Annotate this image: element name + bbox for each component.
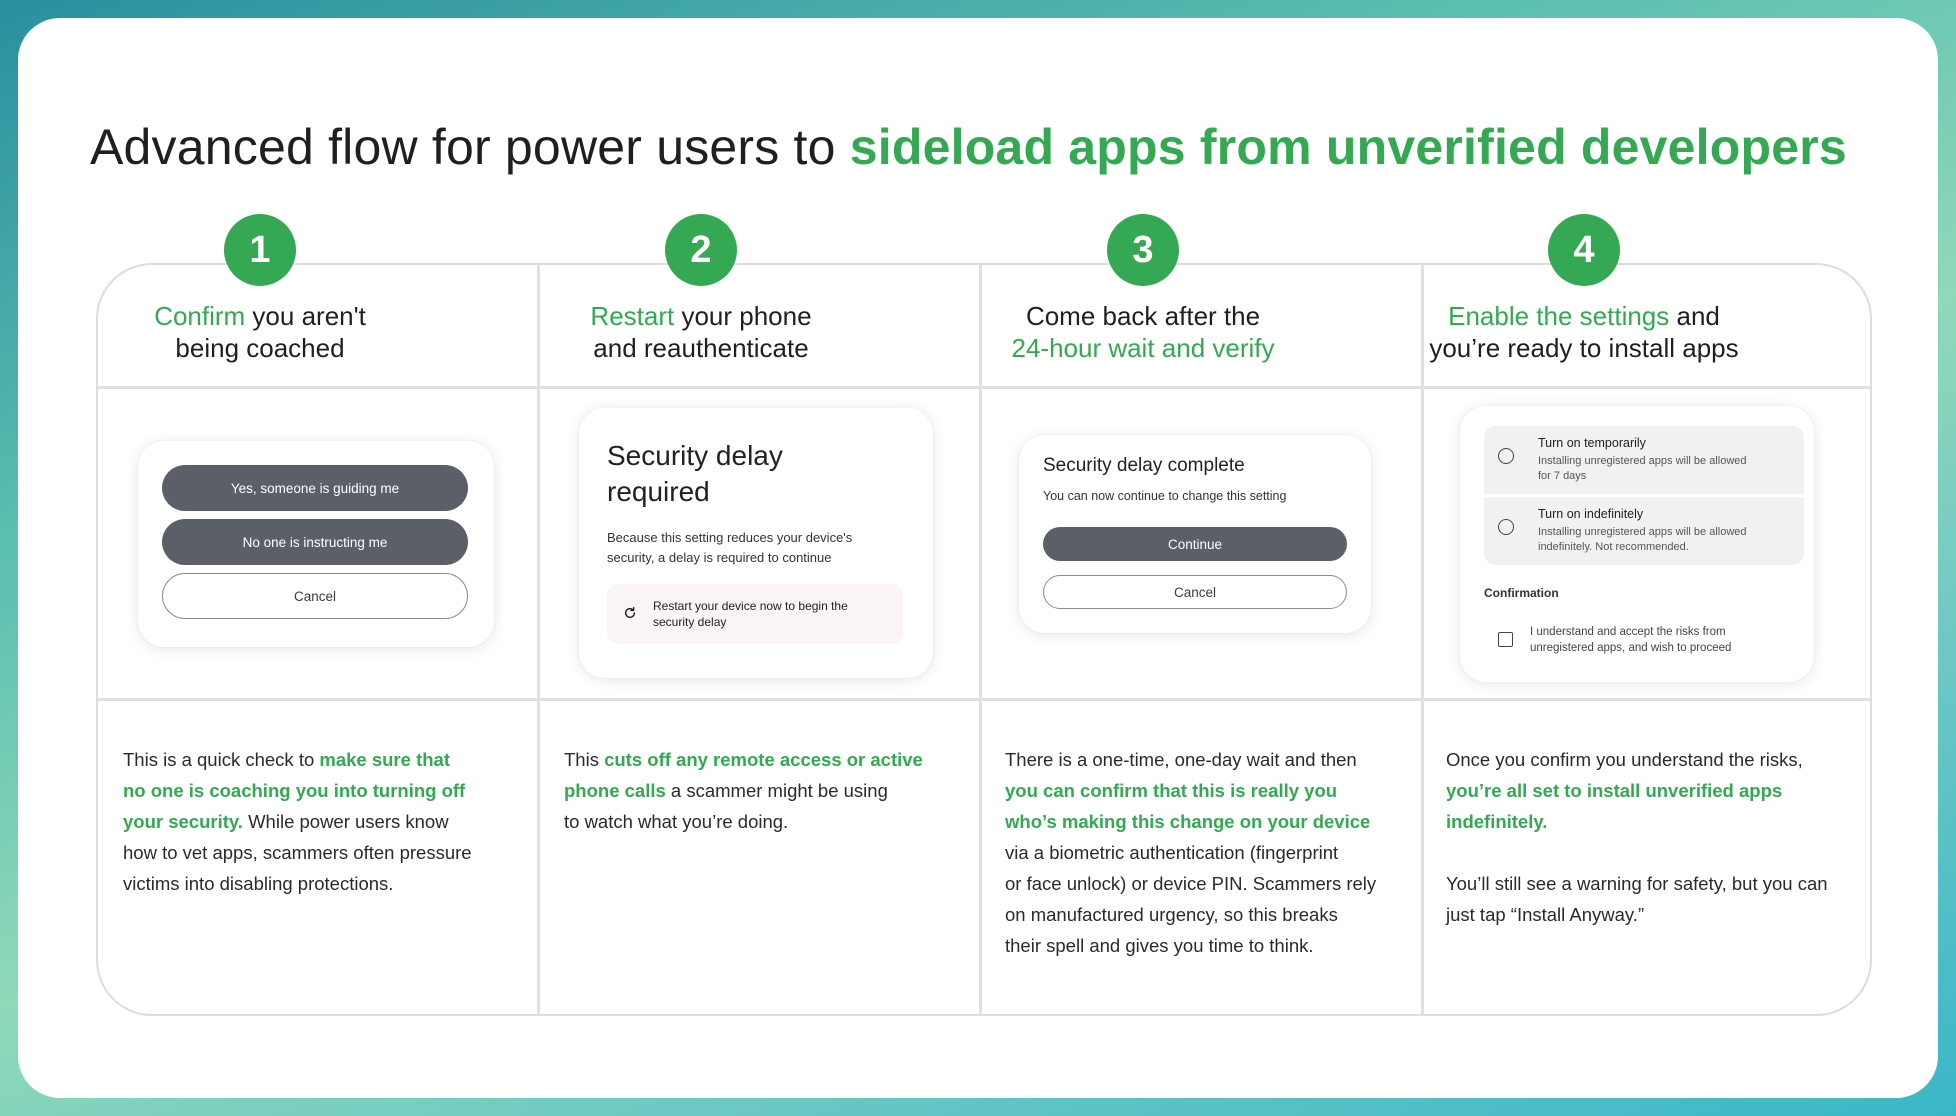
divider: [979, 265, 982, 1014]
option-title: Turn on indefinitely: [1538, 507, 1644, 521]
dialog-title: [607, 438, 783, 510]
option-turn-on-temporarily[interactable]: [1484, 426, 1804, 494]
desc-highlight: cuts off any remote access or active: [604, 749, 923, 770]
checkbox-text-line: I understand and accept the risks from: [1530, 626, 1726, 638]
install-settings-dialog: [1460, 406, 1814, 682]
desc-text: victims into disabling protections.: [123, 873, 394, 894]
desc-highlight: phone calls: [564, 780, 666, 801]
desc-text: a scammer might be using: [665, 780, 888, 801]
option-title: Turn on temporarily: [1538, 436, 1646, 450]
step-4-title-line2: you’re ready to install apps: [1429, 333, 1739, 363]
step-1-title: [50, 300, 470, 364]
desc-text: their spell and gives you time to think.: [1005, 935, 1314, 956]
radio-button[interactable]: [1498, 448, 1514, 464]
divider: [98, 386, 1870, 389]
step-2-title-line2: and reauthenticate: [593, 333, 809, 363]
dialog-body: [607, 528, 897, 568]
step-2-title-rest: your phone: [674, 301, 812, 331]
option-description-line: Installing unregistered apps will be allowed: [1538, 526, 1747, 538]
desc-text: This is a quick check to: [123, 749, 320, 770]
desc-text: to watch what you’re doing.: [564, 811, 789, 832]
radio-button[interactable]: [1498, 519, 1514, 535]
option-description-line: Installing unregistered apps will be allowed: [1538, 455, 1747, 467]
option-turn-on-indefinitely[interactable]: [1484, 497, 1804, 565]
step-2-description: [564, 744, 954, 837]
desc-highlight: your security.: [123, 811, 243, 832]
desc-highlight: indefinitely.: [1446, 811, 1548, 832]
checkbox-text-line: unregistered apps, and wish to proceed: [1530, 642, 1732, 654]
cancel-button[interactable]: Cancel: [162, 573, 468, 619]
step-1-title-green: Confirm: [154, 301, 246, 331]
dialog-body-line: security, a delay is required to continue: [607, 550, 832, 565]
dialog-title-line: Security delay: [607, 440, 783, 471]
restart-text-line: security delay: [653, 615, 727, 629]
desc-text: You’ll still see a warning for safety, but you can: [1446, 873, 1828, 894]
desc-text: via a biometric authentication (fingerprint: [1005, 842, 1339, 863]
option-description-line: indefinitely. Not recommended.: [1538, 541, 1689, 553]
desc-text: or face unlock) or device PIN. Scammers rely: [1005, 873, 1377, 894]
risk-acceptance-label: [1530, 624, 1770, 656]
dialog-title-line: required: [607, 476, 710, 507]
step-4-title-rest: and: [1669, 301, 1720, 331]
divider: [537, 265, 540, 1014]
title-part-green: sideload apps from unverified developers: [849, 119, 1847, 175]
step-number-4: 4: [1548, 214, 1620, 286]
desc-text: This: [564, 749, 605, 770]
step-4-title: [1374, 300, 1794, 364]
page-title: [90, 118, 1847, 176]
desc-text: Once you confirm you understand the risks,: [1446, 749, 1803, 770]
step-2-title-green: Restart: [590, 301, 675, 331]
coaching-check-dialog: [138, 441, 494, 647]
step-1-description: [123, 744, 493, 899]
desc-highlight: make sure that: [319, 749, 450, 770]
step-3-description: [1005, 744, 1405, 961]
step-number-2: 2: [665, 214, 737, 286]
step-3-title-green: 24-hour wait and verify: [1011, 333, 1275, 363]
option-description: [1538, 525, 1788, 555]
desc-text: on manufactured urgency, so this breaks: [1005, 904, 1338, 925]
step-1-title-rest: you aren't: [245, 301, 366, 331]
step-4-title-green: Enable the settings: [1448, 301, 1670, 331]
step-3-title-line1: Come back after the: [1025, 301, 1261, 331]
desc-highlight: you’re all set to install unverified apps: [1446, 780, 1783, 801]
desc-highlight: who’s making this change on your device: [1005, 811, 1371, 832]
security-delay-dialog: [579, 408, 933, 678]
option-description: [1538, 454, 1788, 484]
restart-device-text: [653, 598, 883, 630]
continue-button[interactable]: Continue: [1043, 527, 1347, 561]
security-delay-complete-dialog: [1019, 435, 1371, 633]
step-2-title: [491, 300, 911, 364]
step-1-title-line2: being coached: [175, 333, 345, 363]
refresh-icon: [623, 606, 637, 620]
option-description-line: for 7 days: [1538, 470, 1587, 482]
yes-guiding-button[interactable]: Yes, someone is guiding me: [162, 465, 468, 511]
step-3-title: [933, 300, 1353, 364]
divider: [98, 698, 1870, 701]
risk-acceptance-checkbox[interactable]: [1498, 632, 1513, 647]
infographic-card: [18, 18, 1938, 1098]
dialog-title: Security delay complete: [1043, 455, 1245, 476]
step-number-3: 3: [1107, 214, 1179, 286]
dialog-body-line: Because this setting reduces your device's: [607, 530, 853, 545]
desc-text: how to vet apps, scammers often pressure: [123, 842, 472, 863]
step-number-1: 1: [224, 214, 296, 286]
dialog-subtitle: You can now continue to change this setting: [1043, 489, 1287, 503]
confirmation-label: Confirmation: [1484, 586, 1559, 600]
step-4-description: [1446, 744, 1866, 930]
cancel-button[interactable]: Cancel: [1043, 575, 1347, 609]
divider: [1421, 265, 1424, 1014]
restart-device-option[interactable]: [607, 584, 903, 644]
title-part-black: Advanced flow for power users to: [90, 119, 850, 175]
desc-highlight: no one is coaching you into turning off: [123, 780, 466, 801]
desc-highlight: you can confirm that this is really you: [1005, 780, 1338, 801]
desc-text: While power users know: [242, 811, 449, 832]
restart-text-line: Restart your device now to begin the: [653, 599, 848, 613]
desc-text: There is a one-time, one-day wait and then: [1005, 749, 1357, 770]
no-one-instructing-button[interactable]: No one is instructing me: [162, 519, 468, 565]
desc-text: just tap “Install Anyway.”: [1446, 904, 1645, 925]
